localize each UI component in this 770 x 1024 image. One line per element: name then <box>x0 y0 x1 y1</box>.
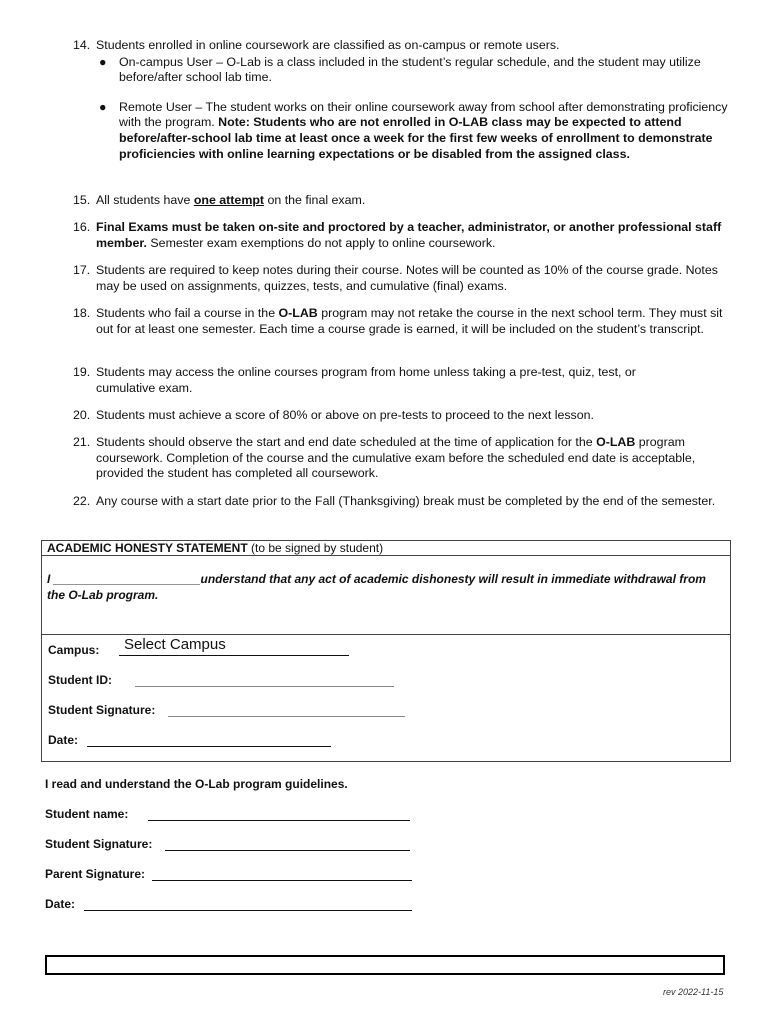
student-id-label: Student ID: <box>48 673 112 687</box>
campus-underline <box>119 655 349 656</box>
item-number: 21. <box>73 435 91 449</box>
bullet-icon: ● <box>99 54 107 69</box>
list-item-17 <box>73 263 733 294</box>
honesty-title: ACADEMIC HONESTY STATEMENT <box>47 541 248 555</box>
item-number: 19. <box>73 365 91 379</box>
revision-label: rev 2022-11-15 <box>663 987 724 997</box>
bullet-text: Remote User – The student works on their online coursework away from school after demonstrating proficiency with the program. <box>119 99 728 130</box>
list-item-20 <box>73 408 733 424</box>
item-text: Students must achieve a score of 80% or above on pre-tests to proceed to the next lesson. <box>96 408 594 422</box>
item-text: on the final exam. <box>264 193 366 207</box>
item-text: Semester exam exemptions do not apply to online coursework. <box>146 235 496 250</box>
academic-honesty-box <box>41 540 731 762</box>
list-item-14 <box>73 38 733 162</box>
bullet-on-campus <box>96 55 733 86</box>
bullet-text: On-campus User – O-Lab is a class included in the student’s regular schedule, and the student may utilize before/after school lab time. <box>119 54 701 85</box>
guidelines-student-signature-field[interactable] <box>165 850 410 851</box>
item-text: All students have <box>96 193 194 207</box>
list-item-15 <box>73 193 733 209</box>
item-number: 18. <box>73 306 91 320</box>
empty-bordered-box <box>45 955 725 975</box>
item-number: 17. <box>73 263 91 277</box>
item-emphasis: one attempt <box>193 193 265 207</box>
student-signature-field[interactable] <box>168 716 405 717</box>
list-item-22 <box>73 494 733 510</box>
parent-signature-field[interactable] <box>152 880 412 881</box>
box-divider <box>42 634 730 635</box>
item-number: 22. <box>73 494 91 508</box>
item-text: Any course with a start date prior to the Fall (Thanksgiving) break must be completed by the end of the semester. <box>96 494 716 508</box>
item-text: Students enrolled in online coursework are classified as on-campus or remote users. <box>96 38 560 52</box>
honesty-header <box>42 541 730 556</box>
guidelines-date-field[interactable] <box>84 910 412 911</box>
student-name-field[interactable] <box>148 820 410 821</box>
item-text: program may not retake the course in the next school term. They must sit out for at least one semester. Each time a course grade is earned, it will be included on the student’s transcript. <box>96 306 723 336</box>
list-item-21 <box>73 435 733 482</box>
campus-label: Campus: <box>48 643 100 657</box>
item-bold-text: Final Exams must be taken on-site and proctored by a teacher, administrator, or another professional staff member. <box>96 220 722 250</box>
item-text: Students should observe the start and end date scheduled at the time of application for the <box>96 435 597 449</box>
guidelines-heading: I read and understand the O-Lab program guidelines. <box>45 777 348 791</box>
honesty-statement: I ______________________understand that any act of academic dishonesty will result in immediate withdrawal from the O-Lab program. <box>47 572 706 602</box>
item-bold-text: O-LAB <box>596 435 636 449</box>
item-text: program coursework. Completion of the course and the cumulative exam before the scheduled end date is acceptable, provided the student has completed all coursework. <box>96 435 696 481</box>
item-number: 15. <box>73 193 91 207</box>
campus-select[interactable]: Select Campus <box>124 636 226 653</box>
honesty-title-note: (to be signed by student) <box>247 541 384 555</box>
date-field[interactable] <box>87 746 331 747</box>
date-label: Date: <box>48 733 79 747</box>
list-item-19 <box>73 365 733 396</box>
item-number: 20. <box>73 408 91 422</box>
parent-signature-label: Parent Signature: <box>45 867 146 881</box>
bullet-list <box>96 55 733 163</box>
item-text: Students may access the online courses program from home unless taking a pre-test, quiz, test, or cumulative exam. <box>96 365 636 395</box>
guidelines-student-signature-label: Student Signature: <box>45 837 153 851</box>
student-id-field[interactable] <box>135 686 394 687</box>
item-text: Students who fail a course in the <box>96 306 279 320</box>
item-number: 16. <box>73 220 91 234</box>
item-text: Students are required to keep notes during their course. Notes will be counted as 10% of the course grade. Notes may be used on assignments, quizzes, tests, and cumulative (final) exams. <box>96 263 718 293</box>
student-signature-label: Student Signature: <box>48 703 156 717</box>
guidelines-date-label: Date: <box>45 897 76 911</box>
bullet-note: Note: Students who are not enrolled in O-LAB class may be expected to attend before/after-school lab time at least once a week for the first few weeks of enrollment to demonstrate proficiencies with online learning expectations or be disabled from the assigned class. <box>119 115 713 161</box>
bullet-icon: ● <box>99 99 107 114</box>
item-number: 14. <box>73 38 91 52</box>
list-item-16 <box>73 220 733 251</box>
item-bold-text: O-LAB <box>278 306 318 320</box>
bullet-remote <box>96 100 733 162</box>
list-item-18 <box>73 306 733 337</box>
student-name-label: Student name: <box>45 807 129 821</box>
